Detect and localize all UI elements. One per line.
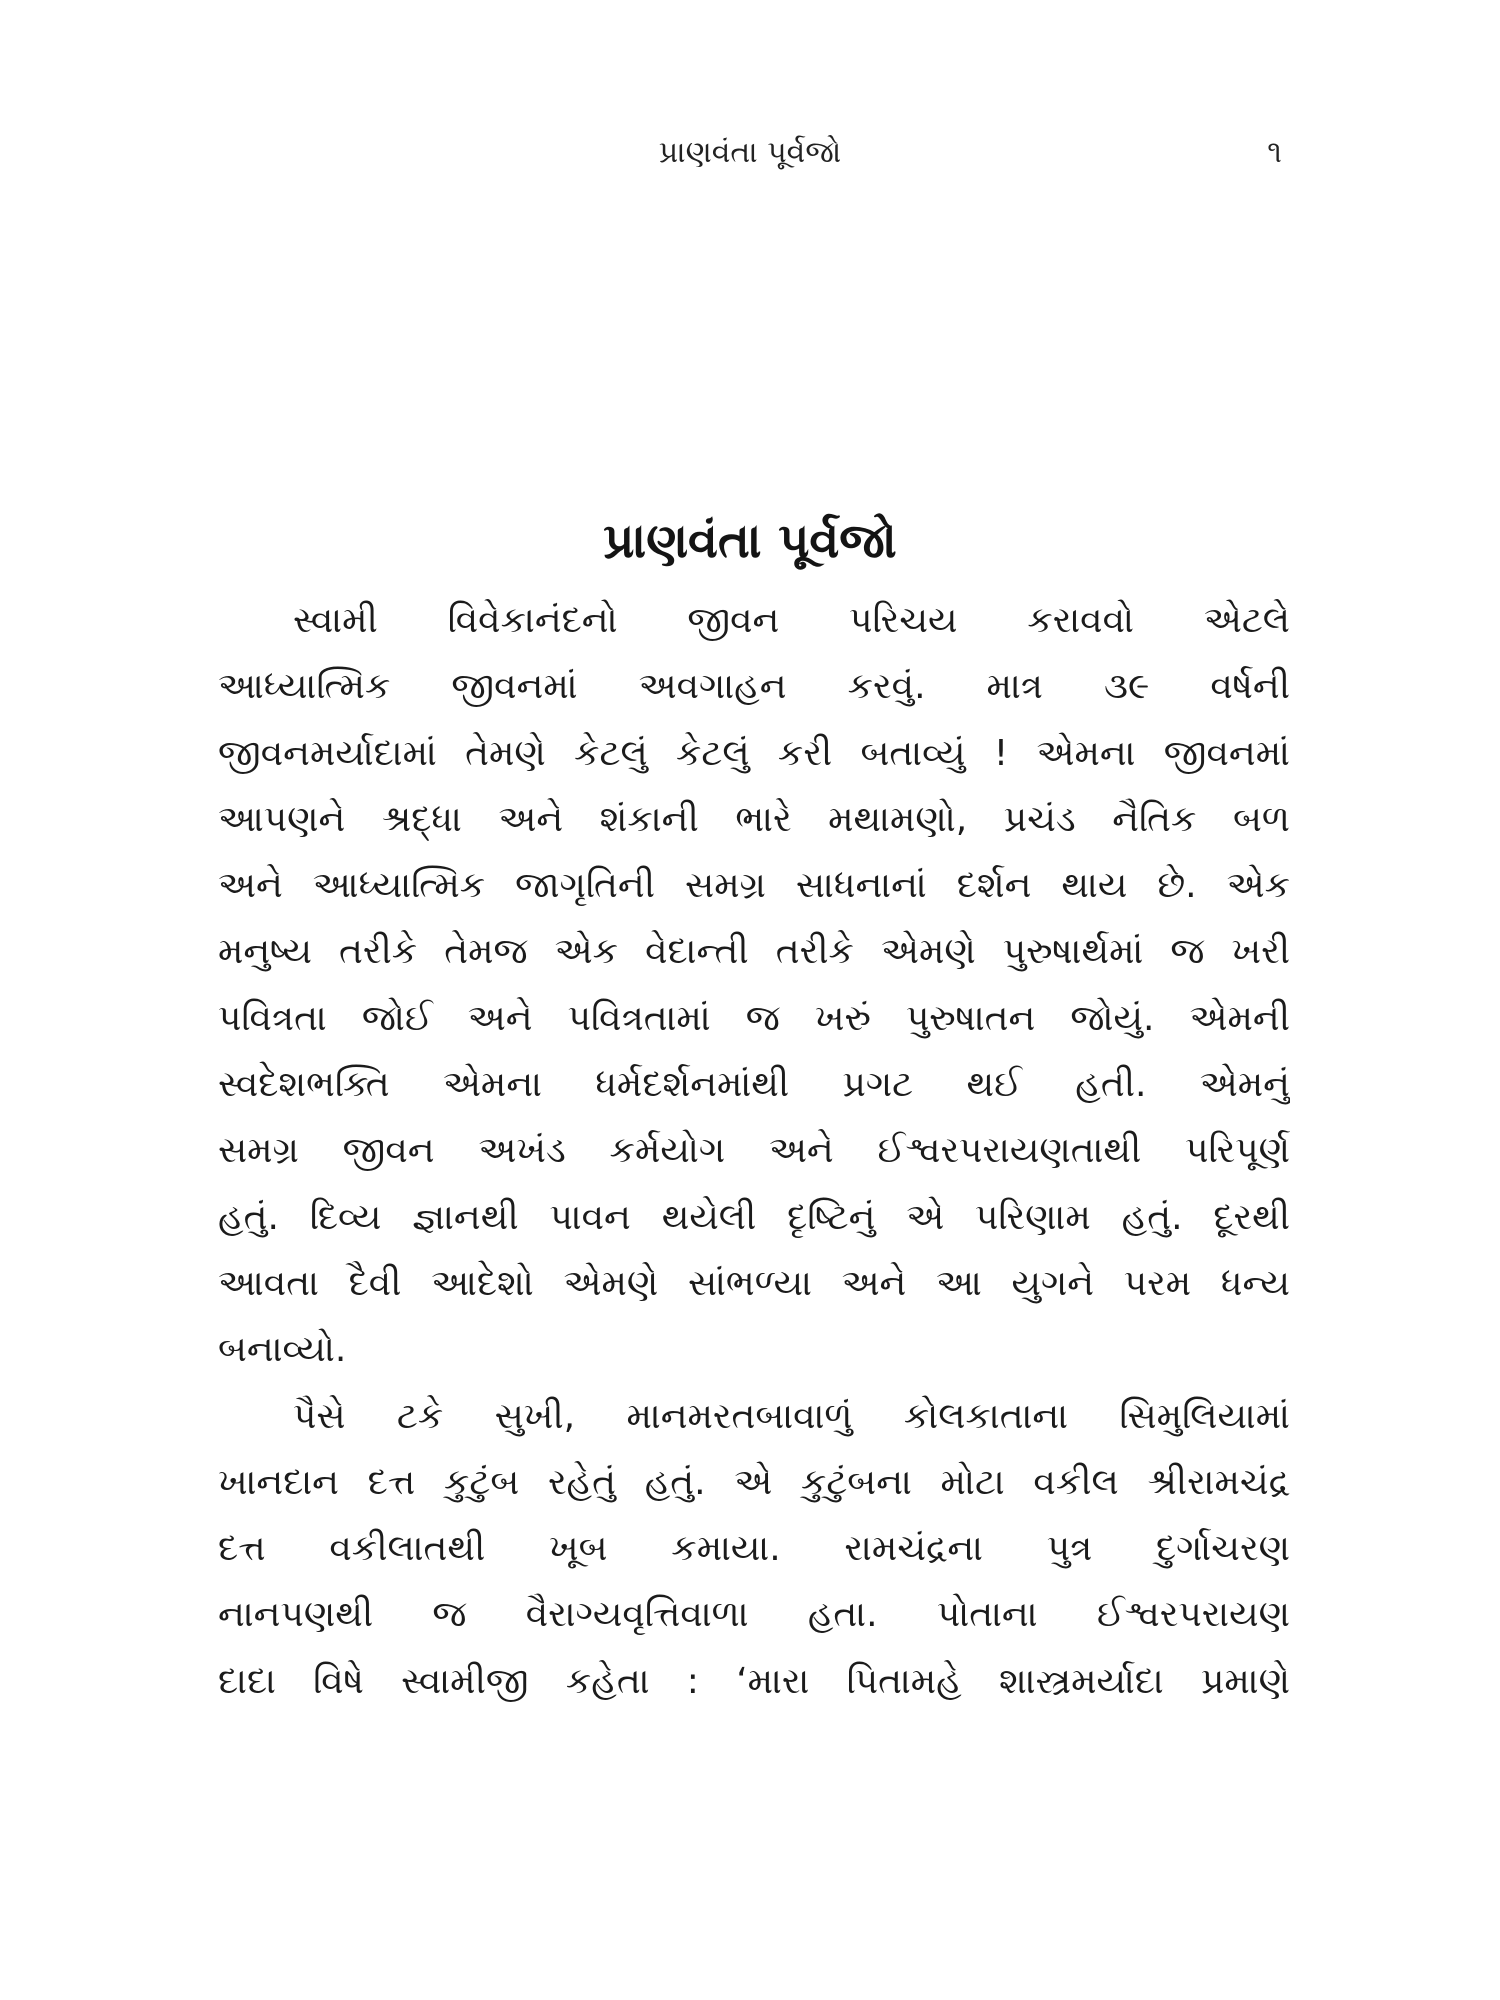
text-line: આધ્યાત્મિક જીવનમાં અવગાહન કરવું. માત્ર ૩૯ વર્ષની xyxy=(218,666,1290,708)
paragraph-1 xyxy=(218,588,1290,1384)
text-line: દત્ત વકીલાતથી ખૂબ કમાયા. રામચંદ્રના પુત્ર દુર્ગાચરણ xyxy=(218,1528,1290,1570)
running-title: પ્રાણવંતા પૂર્વજો xyxy=(658,135,842,170)
text-line: જીવનમર્યાદામાં તેમણે કેટલું કેટલું કરી બતાવ્યું ! એમના જીવનમાં xyxy=(218,732,1290,774)
text-line: સ્વદેશભક્તિ એમના ધર્મદર્શનમાંથી પ્રગટ થઈ હતી. એમનું xyxy=(218,1064,1290,1106)
text-line: હતું. દિવ્ય જ્ઞાનથી પાવન થયેલી દૃષ્ટિનું એ પરિણામ હતું. દૂરથી xyxy=(218,1196,1290,1238)
text-line: નાનપણથી જ વૈરાગ્યવૃત્તિવાળા હતા. પોતાના ઈશ્વરપરાયણ xyxy=(218,1594,1290,1636)
text-line: આવતા દૈવી આદેશો એમણે સાંભળ્યા અને આ યુગને પરમ ધન્ય xyxy=(218,1262,1290,1304)
text-line: મનુષ્ય તરીકે તેમજ એક વેદાન્તી તરીકે એમણે પુરુષાર્થમાં જ ખરી xyxy=(218,931,1290,973)
text-line: આપણને શ્રદ્ધા અને શંકાની ભારે મથામણો, પ્રચંડ નૈતિક બળ xyxy=(218,798,1290,840)
text-line: ખાનદાન દત્ત કુટુંબ રહેતું હતું. એ કુટુંબના મોટા વકીલ શ્રીરામચંદ્ર xyxy=(218,1461,1290,1503)
paragraph-2 xyxy=(218,1384,1290,1715)
chapter-title: પ્રાણવંતા પૂર્વજો xyxy=(603,513,897,569)
text-line: દાદા વિષે સ્વામીજી કહેતા : ‘મારા પિતામહે શાસ્ત્રમર્યાદા પ્રમાણે xyxy=(218,1660,1290,1702)
text-line: પૈસે ટકે સુખી, માનમરતબાવાળું કોલકાતાના સિમુલિયામાં xyxy=(293,1395,1290,1437)
text-line: સ્વામી વિવેકાનંદનો જીવન પરિચય કરાવવો એટલે xyxy=(293,600,1290,641)
page-number: ૧ xyxy=(1267,135,1282,170)
text-line: બનાવ્યો. xyxy=(218,1329,347,1371)
text-line: સમગ્ર જીવન અખંડ કર્મયોગ અને ઈશ્વરપરાયણતાથી પરિપૂર્ણ xyxy=(218,1130,1290,1172)
body-text xyxy=(218,588,1290,1715)
text-line: અને આધ્યાત્મિક જાગૃતિની સમગ્ર સાધનાનાં દર્શન થાય છે. એક xyxy=(218,865,1290,907)
running-header xyxy=(0,128,1500,178)
text-line: પવિત્રતા જોઈ અને પવિત્રતામાં જ ખરું પુરુષાતન જોયું. એમની xyxy=(218,997,1290,1039)
